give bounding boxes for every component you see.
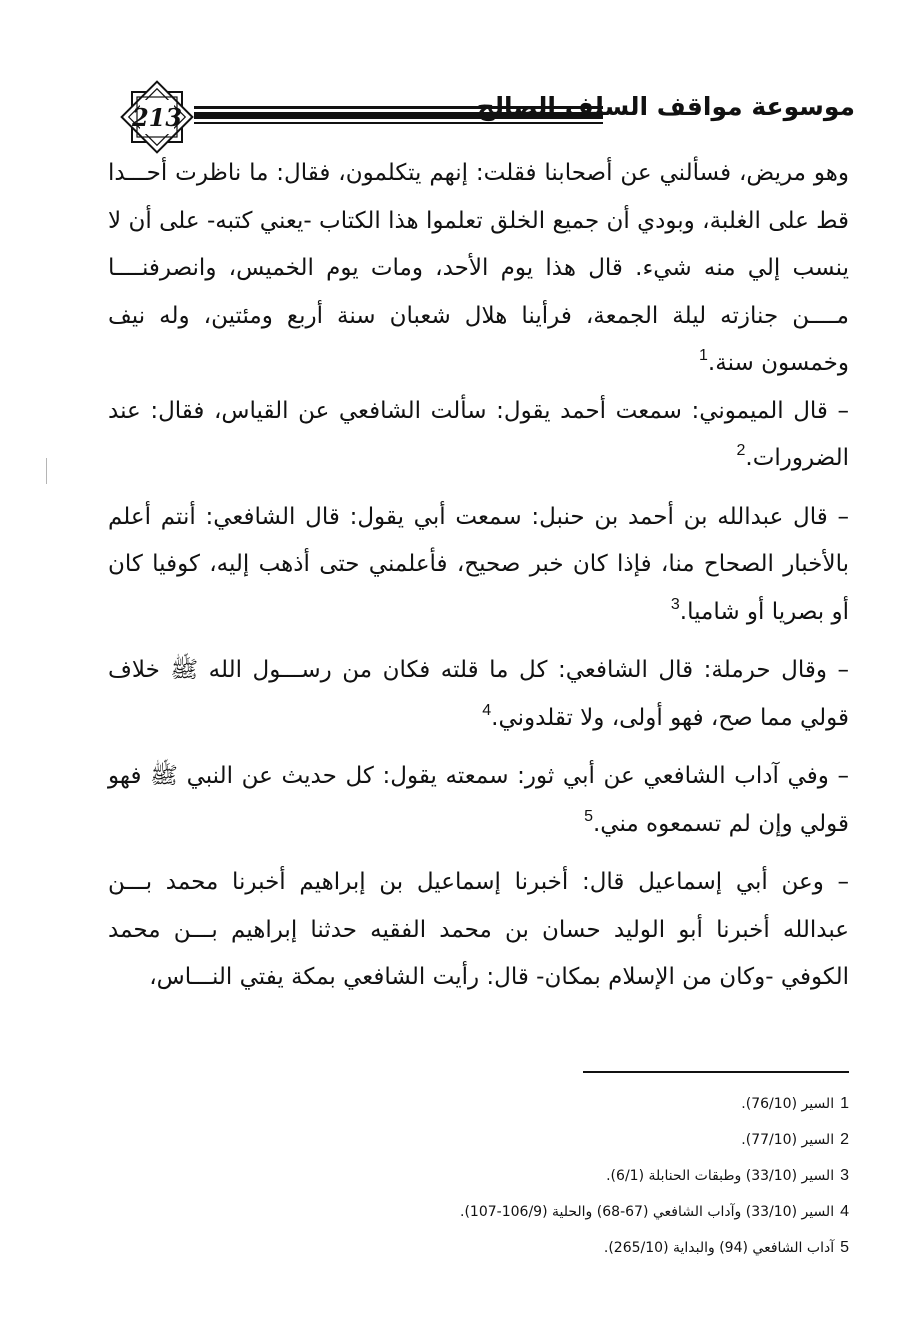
page-header <box>118 78 855 156</box>
footnote <box>380 1086 849 1122</box>
main-text <box>108 150 849 1002</box>
footnote-text: السير (76/10). <box>741 1096 835 1112</box>
paragraph-text: – وعن أبي إسماعيل قال: أخبرنا إسماعيل بن إبراهيم أخبرنا محمد بـــن عبدالله أخبرنا أبو الوليد حسان بن محمد الفقيه حدثنا إبراهيم بـــن محمد الكوفي -وكان من الإسلام بمكان- قال: رأيت الشافعي بمكة يفتي النـــاس، <box>108 869 849 990</box>
footnote-number: 5 <box>840 1239 849 1256</box>
footnote-number: 3 <box>840 1167 849 1184</box>
footnote <box>380 1230 849 1266</box>
footnote <box>380 1122 849 1158</box>
footnote-ref: 2 <box>736 442 746 459</box>
paragraph <box>108 647 849 742</box>
paragraph <box>108 494 849 637</box>
footnote-text: السير (77/10). <box>741 1132 835 1148</box>
footnote-ref: 1 <box>699 347 708 364</box>
paragraph <box>108 150 849 388</box>
footnotes <box>380 1086 849 1266</box>
page-number: 213 <box>131 102 183 132</box>
paragraph-text: – قال الميموني: سمعت أحمد يقول: سألت الشافعي عن القياس، فقال: عند الضرورات. <box>108 397 849 471</box>
footnote-ref: 3 <box>670 595 680 613</box>
paragraph <box>108 859 849 1002</box>
footnote-text: السير (33/10) وطبقات الحنابلة (6/1). <box>606 1168 835 1184</box>
footnote <box>380 1194 849 1230</box>
paragraph-text: – وقال حرملة: قال الشافعي: كل ما قلته فكان من رســـول الله ﷺ خلاف قولي مما صح، فهو أولى، ولا تقلدوني. <box>108 657 849 731</box>
footnote-text: السير (33/10) وآداب الشافعي (67-68) والحلية (106/9-107). <box>460 1204 835 1220</box>
paragraph <box>108 753 849 848</box>
footnote-number: 2 <box>840 1131 849 1148</box>
footnote-ref: 5 <box>584 807 593 825</box>
footnote-number: 4 <box>840 1203 849 1220</box>
paragraph-text: – وفي آداب الشافعي عن أبي ثور: سمعته يقول: كل حديث عن النبي ﷺ فهو قولي وإن لم تسمعوه مني. <box>108 763 849 837</box>
footnote-text: آداب الشافعي (94) والبداية (265/10). <box>603 1240 835 1256</box>
running-title: موسوعة مواقف السلف الصالح <box>476 92 855 121</box>
paragraph-text: – قال عبدالله بن أحمد بن حنبل: سمعت أبي يقول: قال الشافعي: أنتم أعلم بالأخبار الصحاح منا، فإذا كان خبر صحيح، فأعلمني حتى أذهب إليه، كوفيا كان أو بصريا أو شاميا. <box>108 503 849 625</box>
page-number-badge <box>118 78 196 156</box>
footnote-ref: 4 <box>482 701 492 719</box>
footnote <box>380 1158 849 1194</box>
scan-mark <box>46 458 47 484</box>
footnote-number: 1 <box>840 1095 849 1112</box>
paragraph-text: وهو مريض، فسألني عن أصحابنا فقلت: إنهم يتكلمون، فقال: ما ناظرت أحـــدا قط على الغلبة، وبودي أن جميع الخلق تعلموا هذا الكتاب -يعني كتبه- على أن لا ينسب إلي منه شيء. قال هذا يوم الأحد، ومات يوم الخميس، وانصرفنــــا مــــن جنازته ليلة الجمعة، فرأينا هلال شعبان سنة أربع ومئتين، وله نيف وخمسون سنة. <box>108 160 849 376</box>
footnote-divider <box>583 1071 849 1073</box>
paragraph <box>108 388 849 483</box>
